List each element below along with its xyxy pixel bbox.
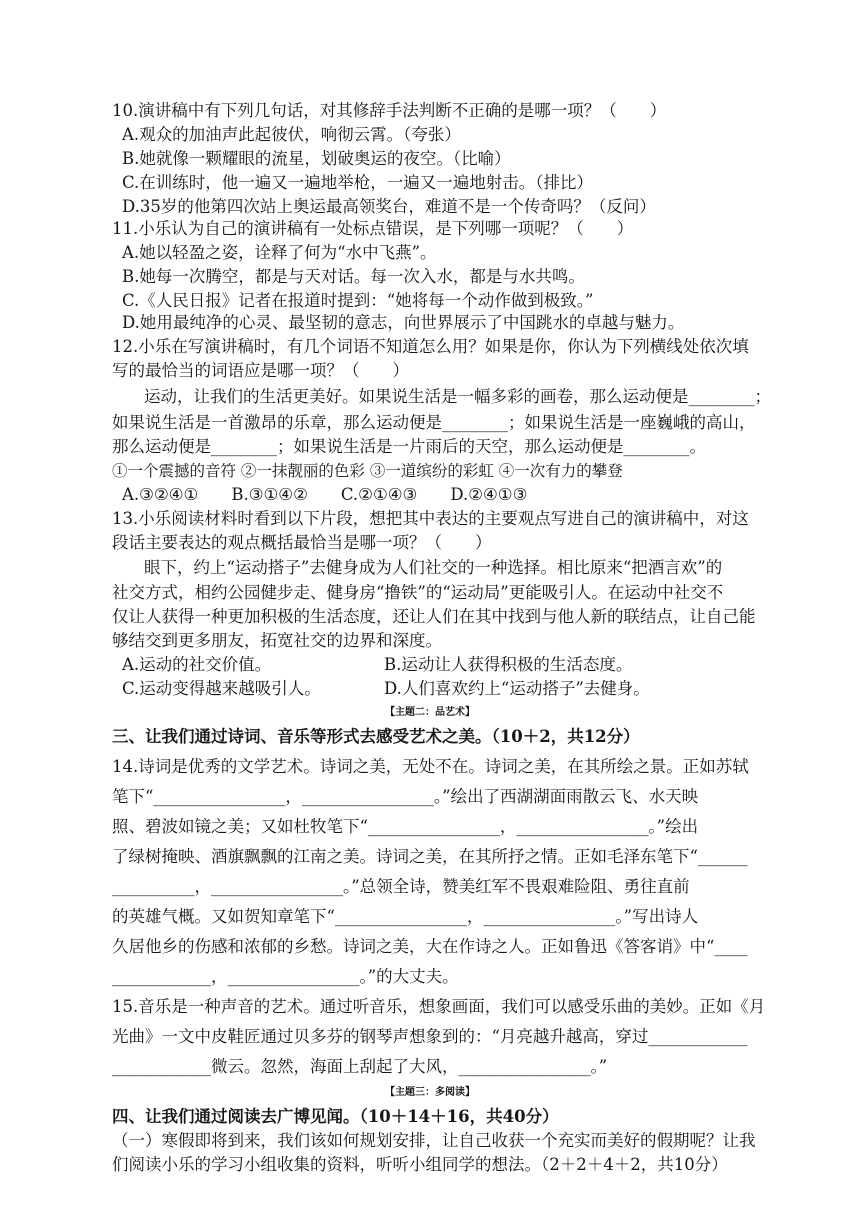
reading-1-intro: （一）寒假即将到来，我们该如何规划安排，让自己收获一个充实而美好的假期呢？让我 [112,1131,756,1150]
options-12: A.③②④① B.③①④② C.②①④③ D.②④①③ [122,485,528,504]
option-13-c: C.运动变得越来越吸引人。 [122,679,321,698]
passage-13-line-2: 社交方式，相约公园健步走、健身房“撸铁”的“运动局”更能吸引人。在运动中社交不 [112,583,724,602]
passage-13-line-3: 仅让人获得一种更加积极的生活态度，还让人们在其中找到与他人新的联结点，让自己能 [112,607,756,626]
theme-3-heading: 【主题三：多阅读】 [385,1087,475,1098]
question-14: 14.诗词是优秀的文学艺术。诗词之美，无处不在。诗词之美，在其所绘之景。正如苏轼 [112,757,749,776]
option-13-b: B.运动让人获得积极的生活态度。 [384,655,633,674]
section-3-heading: 三、让我们通过诗词、音乐等形式去感受艺术之美。（10＋2，共12分） [112,727,640,746]
option-13-a: A.运动的社交价值。 [122,655,272,674]
question-12: 12.小乐在写演讲稿时，有几个词语不知道怎么用？如果是你，你认为下列横线处依次填 [112,337,749,356]
option-11-d: D.她用最纯净的心灵、最坚韧的意志，向世界展示了中国跳水的卓越与魅力。 [122,313,685,332]
option-10-a: A.观众的加油声此起彼伏，响彻云霄。（夸张） [122,125,461,144]
question-15-line-2: 光曲》一文中皮鞋匠通过贝多芬的钢琴声想象到的：“月亮越升越高，穿过____________ [112,1027,748,1046]
passage-12-line-1: 运动，让我们的生活更美好。如果说生活是一幅多彩的画卷，那么运动便是________； [144,387,771,406]
question-14-line-6: 的英雄气概。又如贺知章笔下“________________，________________。”写出诗人 [112,907,699,926]
question-15: 15.音乐是一种声音的艺术。通过听音乐，想象画面，我们可以感受乐曲的美妙。正如《月 [112,997,766,1016]
passage-12-line-2: 如果说生活是一首激昂的乐章，那么运动便是________；如果说生活是一座巍峨的高山， [112,413,756,432]
question-14-line-3: 照、碧波如镜之美；又如杜牧笔下“________________，________________。”绘出 [112,817,699,836]
option-10-d: D.35岁的他第四次站上奥运最高领奖台，难道不是一个传奇吗？（反问） [122,197,656,216]
question-14-line-8: ____________，________________。”的大丈夫。 [112,967,459,986]
question-14-line-4: 了绿树掩映、酒旗飘飘的江南之美。诗词之美，在其所抒之情。正如毛泽东笔下“______ [112,847,748,866]
passage-12-line-3: 那么运动便是________；如果说生活是一片雨后的天空，那么运动便是________。 [112,437,706,456]
option-11-b: B.她每一次腾空，都是与天对话。每一次入水，都是与水共鸣。 [122,267,585,286]
passage-13-line-1: 眼下，约上“运动搭子”去健身成为人们社交的一种选择。相比原来“把酒言欢”的 [144,558,723,577]
question-13-cont: 段话主要表达的观点概括最恰当是哪一项？（ ） [112,533,492,552]
option-11-a: A.她以轻盈之姿，诠释了何为“水中飞燕”。 [122,243,437,262]
option-13-d: D.人们喜欢约上“运动搭子”去健身。 [384,679,650,698]
question-12-cont: 写的最恰当的词语应是哪一项？（ ） [112,361,409,380]
question-13: 13.小乐阅读材料时看到以下片段，想把其中表达的主要观点写进自己的演讲稿中，对这 [112,509,749,528]
question-10: 10.演讲稿中有下列几句话，对其修辞手法判断不正确的是哪一项？（ ） [112,101,667,120]
choices-12: ①一个震撼的音符 ②一抹靓丽的色彩 ③一道缤纷的彩虹 ④一次有力的攀登 [112,462,623,480]
option-10-b: B.她就像一颗耀眼的流星，划破奥运的夜空。（比喻） [122,149,511,168]
option-10-c: C.在训练时，他一遍又一遍地举枪，一遍又一遍地射击。（排比） [122,173,594,192]
question-15-line-3: ____________微云。忽然，海面上刮起了大风，________________。” [112,1057,608,1076]
question-11: 11.小乐认为自己的演讲稿有一处标点错误，是下列哪一项呢？（ ） [112,219,634,238]
theme-2-heading: 【主题二：品艺术】 [385,707,475,718]
question-14-line-5: __________，________________。”总领全诗，赞美红军不畏艰难险阻、勇往直前 [112,877,690,896]
question-14-line-2: 笔下“________________，________________。”绘出了西湖湖面雨散云飞、水天映 [112,787,699,806]
passage-13-line-4: 够结交到更多朋友，拓宽社交的边界和深度。 [112,631,442,650]
question-14-line-7: 久居他乡的伤感和浓郁的乡愁。诗词之美，大在作诗之人。正如鲁迅《答客诮》中“____ [112,937,748,956]
option-11-c: C.《人民日报》记者在报道时提到：“她将每一个动作做到极致。” [122,291,594,310]
reading-1-intro-cont: 们阅读小乐的学习小组收集的资料，听听小组同学的想法。（2＋2＋4＋2，共10分） [112,1155,728,1174]
section-4-heading: 四、让我们通过阅读去广博见闻。（10＋14＋16，共40分） [112,1107,559,1126]
